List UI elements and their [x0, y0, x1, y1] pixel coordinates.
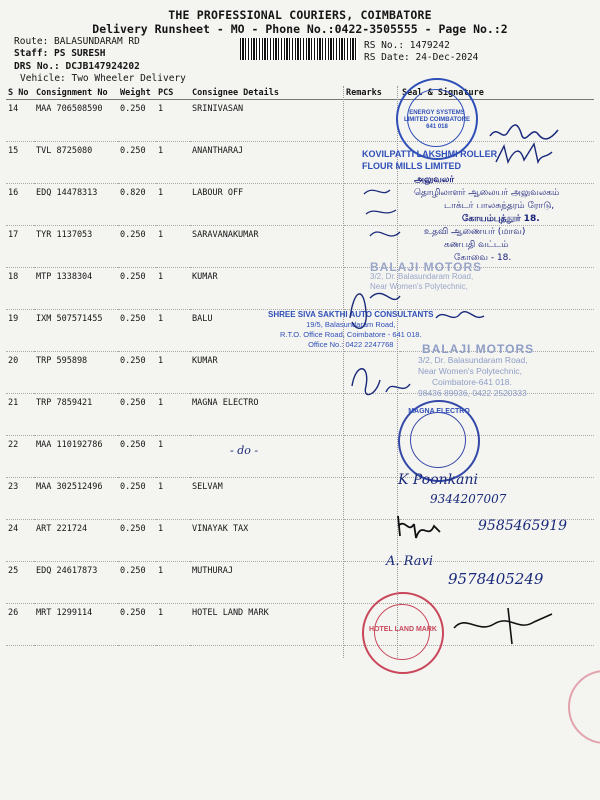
cell-consignment: TVL 8725080	[34, 142, 118, 184]
cell-sno: 24	[6, 520, 34, 562]
cell-pcs: 1	[156, 100, 190, 142]
cell-weight: 0.250	[118, 268, 156, 310]
balaji-motors-stamp-lower: BALAJI MOTORS 3/2, Dr. Balasundaram Road, Near Women's Polytechnic, Coimbatore-641 018. 98436 89936, 0422 2520333	[418, 342, 535, 398]
cell-pcs: 1	[156, 394, 190, 436]
cell-weight: 0.250	[118, 352, 156, 394]
cell-weight: 0.250	[118, 100, 156, 142]
cell-remarks	[344, 478, 400, 520]
cell-pcs: 1	[156, 520, 190, 562]
signature-26	[448, 604, 568, 648]
cell-consignee: SELVAM	[190, 478, 344, 520]
name-23: K Poonkani	[398, 472, 478, 488]
cell-weight: 0.250	[118, 520, 156, 562]
cell-consignee: SRINIVASAN	[190, 100, 344, 142]
hotel-land-mark-seal: HOTEL LAND MARK	[362, 592, 444, 674]
staff-label: Staff: PS SURESH	[14, 48, 106, 59]
magna-electro-seal: MAGNA ELECTRO	[398, 400, 480, 482]
cell-consignment: MTP 1338304	[34, 268, 118, 310]
cell-consignment: ART 221724	[34, 520, 118, 562]
cell-consignee	[190, 436, 344, 478]
cell-weight: 0.250	[118, 142, 156, 184]
cell-pcs: 1	[156, 226, 190, 268]
cell-pcs: 1	[156, 310, 190, 352]
cell-sno: 26	[6, 604, 34, 646]
phone-24: 9585465919	[478, 518, 568, 534]
cell-pcs: 1	[156, 268, 190, 310]
table-header-row	[6, 86, 594, 100]
kovilpatti-stamp: KOVILPATTI LAKSHMI ROLLER FLOUR MILLS LIMITED	[362, 149, 498, 171]
drs-number: DRS No.: DCJB147924202	[14, 61, 140, 72]
col-signature: Seal & Signature	[400, 86, 594, 100]
cell-consignment: TRP 7859421	[34, 394, 118, 436]
cell-weight: 0.250	[118, 604, 156, 646]
signature-20	[346, 356, 416, 406]
cell-pcs: 1	[156, 604, 190, 646]
name-25: A. Ravi	[386, 554, 433, 569]
phone-23: 9344207007	[430, 492, 507, 506]
cell-consignment: MAA 110192786	[34, 436, 118, 478]
cell-pcs: 1	[156, 352, 190, 394]
energy-systems-seal: ENERGY SYSTEMS LIMITED COIMBATORE 641 018	[396, 78, 478, 160]
col-weight: Weight	[118, 86, 156, 100]
runsheet-title: Delivery Runsheet - MO - Phone No.:0422-3505555 - Page No.:2	[92, 22, 508, 36]
cell-consignment: TYR 1137053	[34, 226, 118, 268]
signature-15	[494, 140, 554, 170]
cell-consignment: TRP 595898	[34, 352, 118, 394]
cell-weight: 0.820	[118, 184, 156, 226]
cell-pcs: 1	[156, 184, 190, 226]
cell-sno: 18	[6, 268, 34, 310]
cell-weight: 0.250	[118, 226, 156, 268]
cell-sno: 21	[6, 394, 34, 436]
cell-weight: 0.250	[118, 562, 156, 604]
col-consignment: Consignment No	[34, 86, 118, 100]
cell-pcs: 1	[156, 478, 190, 520]
route-label: Route: BALASUNDARAM RD	[14, 36, 140, 47]
partial-red-seal	[568, 670, 600, 744]
col-consignee: Consignee Details	[190, 86, 344, 100]
cell-weight: 0.250	[118, 478, 156, 520]
barcode	[240, 38, 358, 60]
cell-consignee: VINAYAK TAX	[190, 520, 344, 562]
col-pcs: PCS	[156, 86, 190, 100]
balaji-motors-stamp-upper: BALAJI MOTORS 3/2, Dr. Balasundaram Road, Near Women's Polytechnic,	[370, 260, 483, 291]
table-row	[6, 268, 594, 310]
cell-consignee: HOTEL LAND MARK	[190, 604, 344, 646]
cell-consignee: MUTHURAJ	[190, 562, 344, 604]
cell-consignment: IXM 507571455	[34, 310, 118, 352]
cell-consignment: MRT 1299114	[34, 604, 118, 646]
cell-consignee: KUMAR	[190, 268, 344, 310]
table-row	[6, 394, 594, 436]
phone-25: 9578405249	[448, 570, 544, 588]
cell-weight: 0.250	[118, 394, 156, 436]
cell-pcs: 1	[156, 142, 190, 184]
cell-sno: 15	[6, 142, 34, 184]
cell-sno: 17	[6, 226, 34, 268]
cell-consignee: MAGNA ELECTRO	[190, 394, 344, 436]
col-sno: S No	[6, 86, 34, 100]
rs-date: RS Date: 24-Dec-2024	[364, 52, 479, 63]
cell-sno: 19	[6, 310, 34, 352]
company-title: THE PROFESSIONAL COURIERS, COIMBATORE	[168, 8, 432, 22]
vehicle-label: Vehicle: Two Wheeler Delivery	[20, 73, 186, 84]
labour-office-stamp: அலுவலர் தொழிலாளர் ஆலையர் அலுவலகம் டாக்டர் பாலசுந்தரம் ரோடு, கோயம்புத்தூர் 18. உதவி ஆணையர் (மாவ) கணபதி வட்டம் கோவை - 18.	[414, 175, 560, 263]
signature-16-17	[360, 184, 430, 254]
signature-18-19	[340, 278, 490, 348]
cell-consignment: EDQ 14478313	[34, 184, 118, 226]
remarks-divider	[343, 86, 344, 658]
cell-consignee: KUMAR	[190, 352, 344, 394]
cell-weight: 0.250	[118, 310, 156, 352]
cell-remarks	[344, 100, 400, 142]
cell-sno: 25	[6, 562, 34, 604]
col-remarks: Remarks	[344, 86, 400, 100]
cell-consignee: BALU	[190, 310, 344, 352]
shree-siva-sakthi-stamp: SHREE SIVA SAKTHI AUTO CONSULTANTS 19/5, Balasundaram Road, R.T.O. Office Road, Coimbatore - 641 018. Office No.: 0422 2247768	[268, 310, 434, 349]
cell-consignment: MAA 706508590	[34, 100, 118, 142]
cell-sno: 20	[6, 352, 34, 394]
cell-sno: 14	[6, 100, 34, 142]
cell-sno: 23	[6, 478, 34, 520]
cell-consignee: ANANTHARAJ	[190, 142, 344, 184]
cell-consignment: EDQ 24617873	[34, 562, 118, 604]
cell-consignee: SARAVANAKUMAR	[190, 226, 344, 268]
ditto-mark-22: - do -	[230, 444, 259, 457]
rs-number: RS No.: 1479242	[364, 40, 450, 51]
signature-24	[394, 510, 444, 540]
cell-weight: 0.250	[118, 436, 156, 478]
cell-sno: 16	[6, 184, 34, 226]
cell-pcs: 1	[156, 436, 190, 478]
cell-consignment: MAA 302512496	[34, 478, 118, 520]
cell-remarks	[344, 436, 400, 478]
cell-consignee: LABOUR OFF	[190, 184, 344, 226]
cell-pcs: 1	[156, 562, 190, 604]
cell-sno: 22	[6, 436, 34, 478]
table-row	[6, 436, 594, 478]
